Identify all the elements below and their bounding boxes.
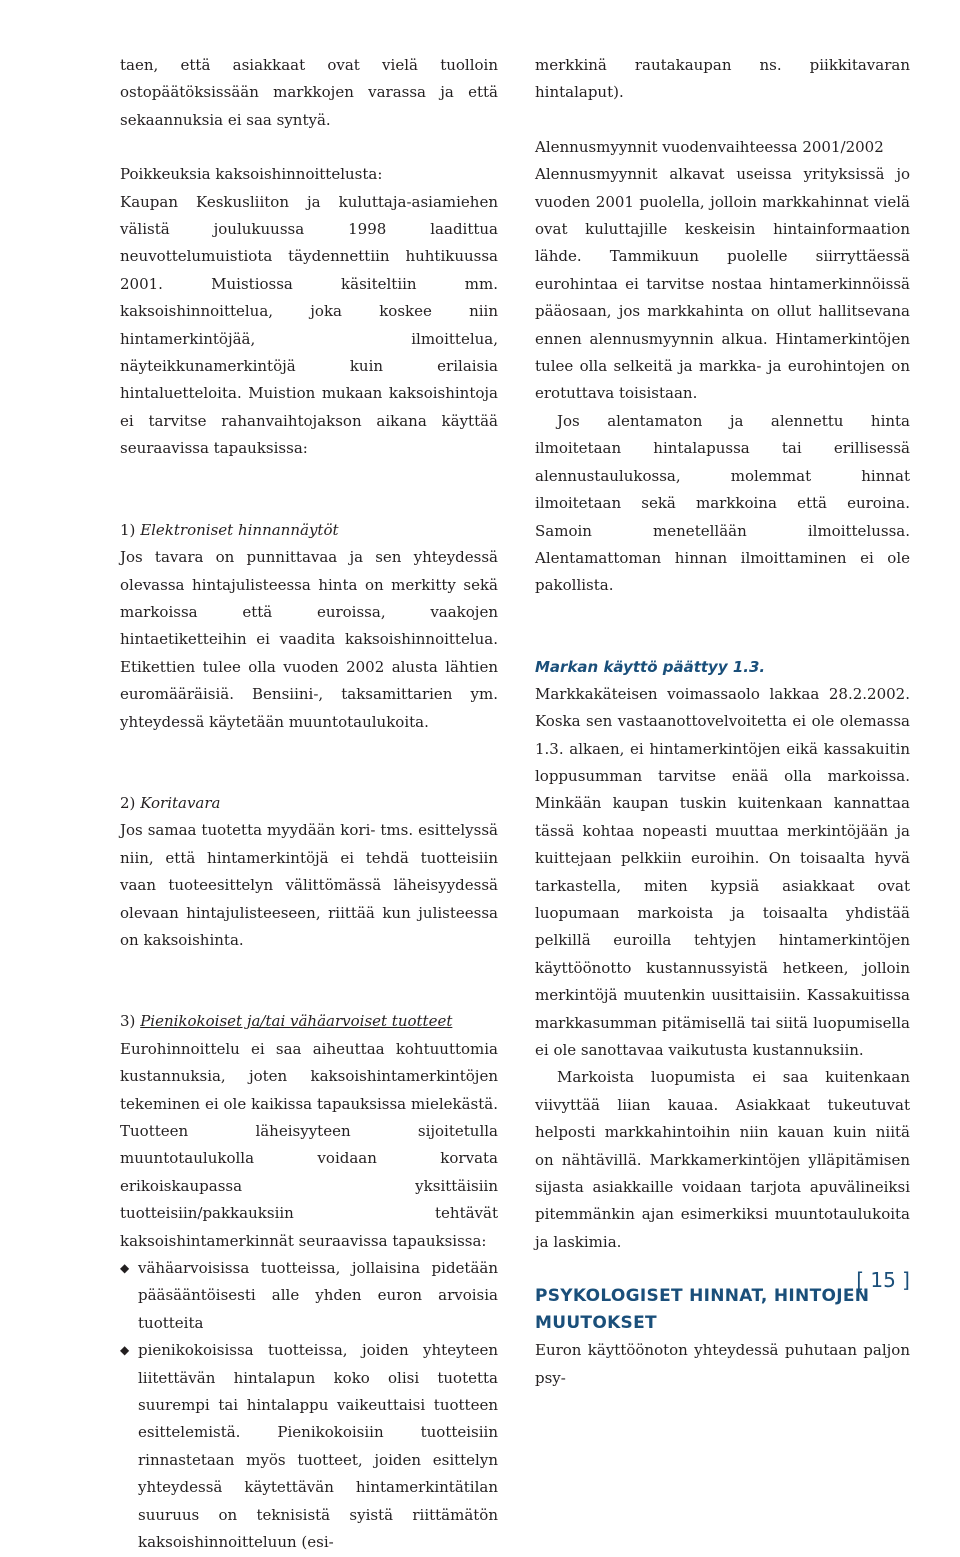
bullet-text: vähäarvoisissa tuotteissa, jollaisina pidetään pääsääntöisesti alle yhden euron arvoisia tuotteita xyxy=(138,1259,498,1332)
markka-paragraph-2: Markoista luopumista ei saa kuitenkaan viivyttää liian kauaa. Asiakkaat tukeutuvat helposti markkahintoihin niin kauan kuin niitä on nähtävillä. Markkamerkintöjen ylläpitämisen sijasta asiakkaille voidaan tarjota apuvälineiksi pitemmänkin ajan esimerkiksi muuntotaulukoita ja laskimia. xyxy=(535,1068,910,1251)
sales-paragraph-2: Jos alentamaton ja alennettu hinta ilmoitetaan hintalapussa tai erillisessä alennustaulukossa, molemmat hinnat ilmoitetaan sekä markkoina että euroina. Samoin menetellään ilmoittelussa. Alentamattoman hinnan ilmoittaminen ei ole pakollista. xyxy=(535,411,910,595)
sales-heading: Alennusmyynnit vuodenvaihteessa 2001/2002 xyxy=(535,137,884,156)
markka-paragraph: Markkakäteisen voimassaolo lakkaa 28.2.2002. Koska sen vastaanottovelvoitetta ei ole olemassa 1.3. alkaen, ei hintamerkintöjen eikä kassakuitin loppusumman tarvitse enää olla markoissa. Minkään kaupan tuskin kuitenkaan kannattaa tässä kohtaa nopeasti muuttaa merkintöjään ja kuittejaan pelkkiin euroihin. On toisaalta hyvä tarkastella, miten kypsiä asiakkaat ovat luopumaan markoista ja toisaalta yhdistää pelkillä euroilla tehtyjen hintamerkintöjen käyttöönotto kustannussyistä hetkeen, jolloin merkintöjä muutenkin uusittaisiin. Kassakuitissa markkasumman pitämisellä tai siitä luopumisella ei ole sanottavaa vaikutusta kustannuksiin. xyxy=(535,684,910,1059)
item2-text: Jos samaa tuotetta myydään kori- tms. esittelyssä niin, että hintamerkintöjä ei tehdä tuotteisiin vaan tuoteesittelyn välittömässä läheisyydessä olevaan hintajulisteeseen, riittää kun julisteessa on kaksoishinta. xyxy=(120,821,498,949)
item2-heading xyxy=(120,790,498,817)
item3-heading xyxy=(120,1008,498,1035)
item1-text: Jos tavara on punnittavaa ja sen yhteydessä olevassa hintajulisteessa hinta on merkitty sekä markoissa että euroissa, vaakojen hintaetiketteihin ei vaadita kaksoishinnoittelua. Etikettien tulee olla vuoden 2002 alusta lähtien euromääräisiä. Bensiini-, taksamittarien ym. yhteydessä käytetään muuntotaulukoita. xyxy=(120,548,498,731)
item1-title: Elektroniset hinnannäytöt xyxy=(140,520,339,539)
bullet-text: pienikokoisissa tuotteissa, joiden yhteyteen liitettävän hintalapun koko olisi tuotetta suurempi tai hintalappu vaikeuttaisi tuotteen esittelemistä. Pienikokoisiin tuotteisiin rinnastetaan myös tuotteet, joiden esittelyn yhteydessä käytettävän hintamerkintätilan suuruus on teknisistä syistä riittämätön kaksoishinnoitteluun (esi- xyxy=(138,1341,498,1552)
left-column xyxy=(120,52,498,1557)
psychological-prices-heading: PSYKOLOGISET HINNAT, HINTOJEN MUUTOKSET xyxy=(535,1286,870,1334)
exceptions-paragraph: Kaupan Keskusliiton ja kuluttaja-asiamiehen välistä joulukuussa 1998 laadittua neuvottelumuistiota täydennettiin huhtikuussa 2001. Muistiossa käsiteltiin mm. kaksoishinnoittelua, joka koskee niin hintamerkintöjää, ilmoittelua, näyteikkunamerkintöjä kuin erilaisia hintaluetteloita. Muistion mukaan kaksoishintoja ei tarvitse rahanvaihtojakson aikana käyttää seuraavissa tapauksissa: xyxy=(120,192,498,458)
markka-heading: Markan käyttö päättyy 1.3. xyxy=(535,657,766,676)
item3-number: 3) xyxy=(120,1012,136,1031)
page-number: [ 15 ] xyxy=(856,1268,910,1292)
item1-number: 1) xyxy=(120,520,136,539)
item2-number: 2) xyxy=(120,793,136,812)
exceptions-heading: Poikkeuksia kaksoishinnoittelusta: xyxy=(120,165,383,184)
continuation-paragraph: merkkinä rautakaupan ns. piikkitavaran hintalaput). xyxy=(535,56,910,102)
intro-paragraph: taen, että asiakkaat ovat vielä tuolloin ostopäätöksissään markkojen varassa ja että sekaannuksia ei saa syntyä. xyxy=(120,56,498,129)
right-column xyxy=(535,52,910,1392)
item2-title: Koritavara xyxy=(140,793,221,812)
sales-paragraph: Alennusmyynnit alkavat useissa yrityksissä jo vuoden 2001 puolella, jolloin markkahinnat vielä ovat kuluttajille keskeisin hintainformaation lähde. Tammikuun puolelle siirryttäessä eurohintaa ei tarvitse nostaa hintamerkinnöissä pääosaan, jos markkahinta on ollut hallitsevana ennen alennusmyynnin alkua. Hintamerkintöjen tulee olla selkeitä ja markka- ja eurohintojen on erotuttava toisistaan. xyxy=(535,165,910,403)
psychological-paragraph: Euron käyttöönoton yhteydessä puhutaan paljon psy- xyxy=(535,1341,910,1387)
item1-heading xyxy=(120,517,498,544)
diamond-bullet-icon: ◆ xyxy=(120,1261,130,1276)
diamond-bullet-icon: ◆ xyxy=(120,1343,130,1358)
bullet-item xyxy=(120,1255,498,1337)
bullet-item xyxy=(120,1337,498,1556)
item3-title: Pienikokoiset ja/tai vähäarvoiset tuotteet xyxy=(140,1012,453,1031)
item3-text: Eurohinnoittelu ei saa aiheuttaa kohtuuttomia kustannuksia, joten kaksoishintamerkintöjen tekeminen ei ole kaikissa tapauksissa mielekästä. Tuotteen läheisyyteen sijoitetulla muuntotaulukolla voidaan korvata erikoiskaupassa yksittäisiin tuotteisiin/pakkauksiin tehtävät kaksoishintamerkinnät seuraavissa tapauksissa: xyxy=(120,1039,498,1250)
